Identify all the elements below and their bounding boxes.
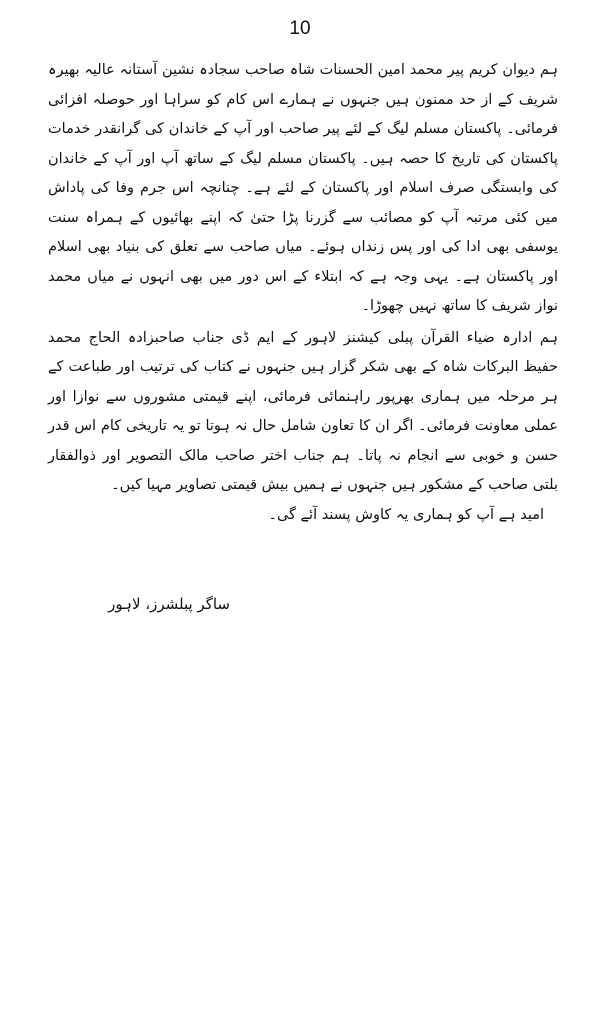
publisher-signature: ساگر پبلشرز، لاہور — [108, 595, 230, 613]
paragraph-acknowledgement-publisher: ہم ادارہ ضیاء القرآن پبلی کیشنز لاہور کے ایم ڈی جناب صاحبزادہ الحاج محمد حفیظ البرکات شاہ کے بھی شکر گزار ہیں جنہوں نے کتاب کی ترتیب اور طباعت کے ہر مرحلہ میں ہماری بھرپور راہنمائی فرمائی، اپنے قیمتی مشوروں سے نوازا اور عملی معاونت فرمائی۔ اگر ان کا تعاون شامل حال نہ ہوتا تو یہ تاریخی کام اس قدر حسن و خوبی سے انجام نہ پاتا۔ ہم جناب اختر صاحب مالک التصویر اور ذوالفقار بلتی صاحب کے مشکور ہیں جنہوں نے ہمیں بیش قیمتی تصاویر مہیا کیں۔ — [48, 329, 558, 493]
page-number: 10 — [289, 18, 311, 39]
paragraph-acknowledgement-pir-sahib: ہم دیوان کریم پیر محمد امین الحسنات شاہ صاحب سجادہ نشین آستانہ عالیہ بھیرہ شریف کے از حد ممنون ہیں جنہوں نے ہمارے اس کام کو سراہا اور حوصلہ افزائی فرمائی۔ پاکستان مسلم لیگ کے لئے پیر صاحب اور آپ کے خاندان کی گرانقدر خدمات پاکستان کی تاریخ کا حصہ ہیں۔ پاکستان مسلم لیگ کے ساتھ آپ اور آپ کے خاندان کی وابستگی صرف اسلام اور پاکستان کے لئے ہے۔ چنانچہ اس جرم وفا کی پاداش میں کئی مرتبہ آپ کو مصائب سے گزرنا پڑا حتیٰ کہ اپنے بھائیوں کے ہمراہ سنت یوسفی بھی ادا کی اور پس زنداں ہوئے۔ میاں صاحب سے تعلق کی بنیاد بھی اسلام اور پاکستان ہے۔ یہی وجہ ہے کہ ابتلاء کے اس دور میں بھی انہوں نے میاں محمد نواز شریف کا ساتھ نہیں چھوڑا۔ — [48, 62, 558, 314]
paragraph-closing-hope: امید ہے آپ کو ہماری یہ کاوش پسند آئے گی۔ — [268, 506, 544, 523]
body-text — [48, 56, 558, 530]
